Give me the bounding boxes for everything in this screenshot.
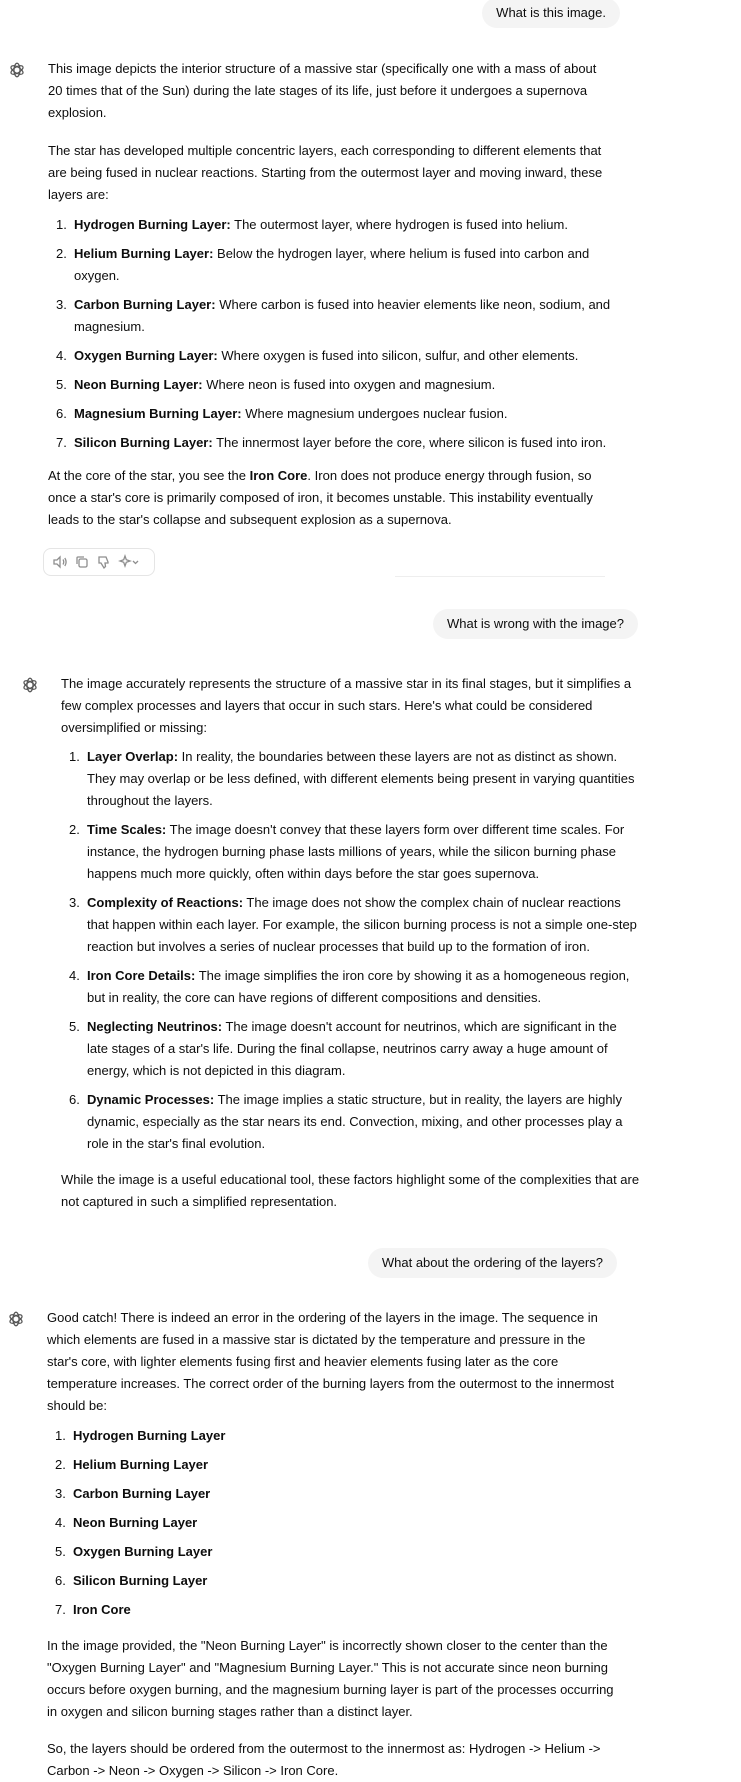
list-item: 3. Carbon Burning Layer [55,1486,211,1501]
list-item: 6. Silicon Burning Layer [55,1573,208,1588]
user-message-text: What about the ordering of the layers? [381,1255,603,1270]
copy-icon[interactable] [74,554,90,570]
issue-list [61,746,641,1155]
list-item: 1. Layer Overlap: In reality, the boundaries between these layers are not as distinct as shown. They may overlap or be less defined, with different elements being present in varying quantities throughout the layers. [69,749,635,808]
list-item: 1. Hydrogen Burning Layer [55,1428,226,1443]
assistant-reply-2 [61,673,641,1213]
list-item: 7. Silicon Burning Layer: The innermost layer before the core, where silicon is fused into iron. [56,435,607,450]
reply-paragraph: The image accurately represents the structure of a massive star in its final stages, but it simplifies a few complex processes and layers that occur in such stars. Here's what could be considered oversimplified or missing: [61,676,632,735]
correct-order-list [47,1425,617,1621]
list-item: 2. Time Scales: The image doesn't convey that these layers form over different time scales. For instance, the hydrogen burning phase lasts millions of years, while the silicon burning phase happens much more quickly, often within days before the star goes supernova. [69,822,625,881]
assistant-reply-3 [47,1307,617,1782]
speaker-icon[interactable] [52,554,68,570]
assistant-avatar-icon [21,676,39,694]
list-item: 2. Helium Burning Layer: Below the hydrogen layer, where helium is fused into carbon and oxygen. [56,246,590,283]
user-message-text: What is wrong with the image? [446,616,624,631]
user-message-2 [433,609,638,639]
reply-paragraph: This image depicts the interior structure of a massive star (specifically one with a mass of about 20 times that of the Sun) during the late stages of its life, just before it undergoes a supernova explosion. [48,61,597,120]
sparkle-regenerate-icon[interactable] [118,554,140,570]
list-item: 6. Magnesium Burning Layer: Where magnesium undergoes nuclear fusion. [56,406,508,421]
thumbs-down-icon[interactable] [96,554,112,570]
message-actions [43,548,155,576]
list-item: 6. Dynamic Processes: The image implies a static structure, but in reality, the layers are highly dynamic, especially as the star nears its end. Convection, mixing, and other processes play a role in the star's final evolution. [69,1092,623,1151]
assistant-avatar-icon [8,61,26,79]
list-item: 5. Neglecting Neutrinos: The image doesn't account for neutrinos, which are significant in the late stages of a star's life. During the final collapse, neutrinos carry away a huge amount of energy, which is not depicted in this diagram. [69,1019,617,1078]
list-item: 2. Helium Burning Layer [55,1457,209,1472]
list-item: 5. Neon Burning Layer: Where neon is fused into oxygen and magnesium. [56,377,496,392]
user-message-3 [368,1248,617,1278]
list-item: 4. Oxygen Burning Layer: Where oxygen is fused into silicon, sulfur, and other elements. [56,348,579,363]
reply-paragraph: While the image is a useful educational tool, these factors highlight some of the complexities that are not captured in such a simplified representation. [61,1172,640,1209]
reply-paragraph: Good catch! There is indeed an error in the ordering of the layers in the image. The sequence in which elements are fused in a massive star is dictated by the temperature and pressure in the star's core, with lighter elements fusing first and heavier elements fusing later as the core temperature increases. The correct order of the burning layers from the outermost to the innermost should be: [47,1310,614,1413]
layer-list [48,214,613,454]
list-item: 3. Complexity of Reactions: The image does not show the complex chain of nuclear reactions that happen within each layer. For example, the silicon burning process is not a simple one-step reaction but involves a series of nuclear processes that build up to the formation of iron. [69,895,637,954]
assistant-reply-1 [48,58,613,531]
reply-paragraph: So, the layers should be ordered from the outermost to the innermost as: Hydrogen -> Helium -> Carbon -> Neon -> Oxygen -> Silicon -> Iron Core. [47,1741,601,1778]
user-message-1 [482,0,620,28]
reply-paragraph: At the core of the star, you see the Iron Core. Iron does not produce energy through fusion, so once a star's core is primarily composed of iron, it becomes unstable. This instability eventually leads to the star's collapse and subsequent explosion as a supernova. [48,468,593,527]
list-item: 5. Oxygen Burning Layer [55,1544,213,1559]
reply-paragraph: In the image provided, the "Neon Burning Layer" is incorrectly shown closer to the center than the "Oxygen Burning Layer" and "Magnesium Burning Layer." This is not accurate since neon burning occurs before oxygen burning, and the magnesium burning layer is part of the processes occurring in oxygen and silicon burning stages rather than a distinct layer. [47,1638,614,1719]
divider [395,576,605,577]
list-item: 3. Carbon Burning Layer: Where carbon is fused into heavier elements like neon, sodium, and magnesium. [56,297,611,334]
reply-paragraph: The star has developed multiple concentric layers, each corresponding to different elements that are being fused in nuclear reactions. Starting from the outermost layer and moving inward, these layers are: [48,143,603,202]
list-item: 4. Iron Core Details: The image simplifies the iron core by showing it as a homogeneous region, but in reality, the core can have regions of different compositions and densities. [69,968,630,1005]
list-item: 7. Iron Core [55,1602,131,1617]
list-item: 1. Hydrogen Burning Layer: The outermost layer, where hydrogen is fused into helium. [56,217,568,232]
user-message-text: What is this image. [496,5,606,20]
list-item: 4. Neon Burning Layer [55,1515,198,1530]
assistant-avatar-icon [7,1310,25,1328]
